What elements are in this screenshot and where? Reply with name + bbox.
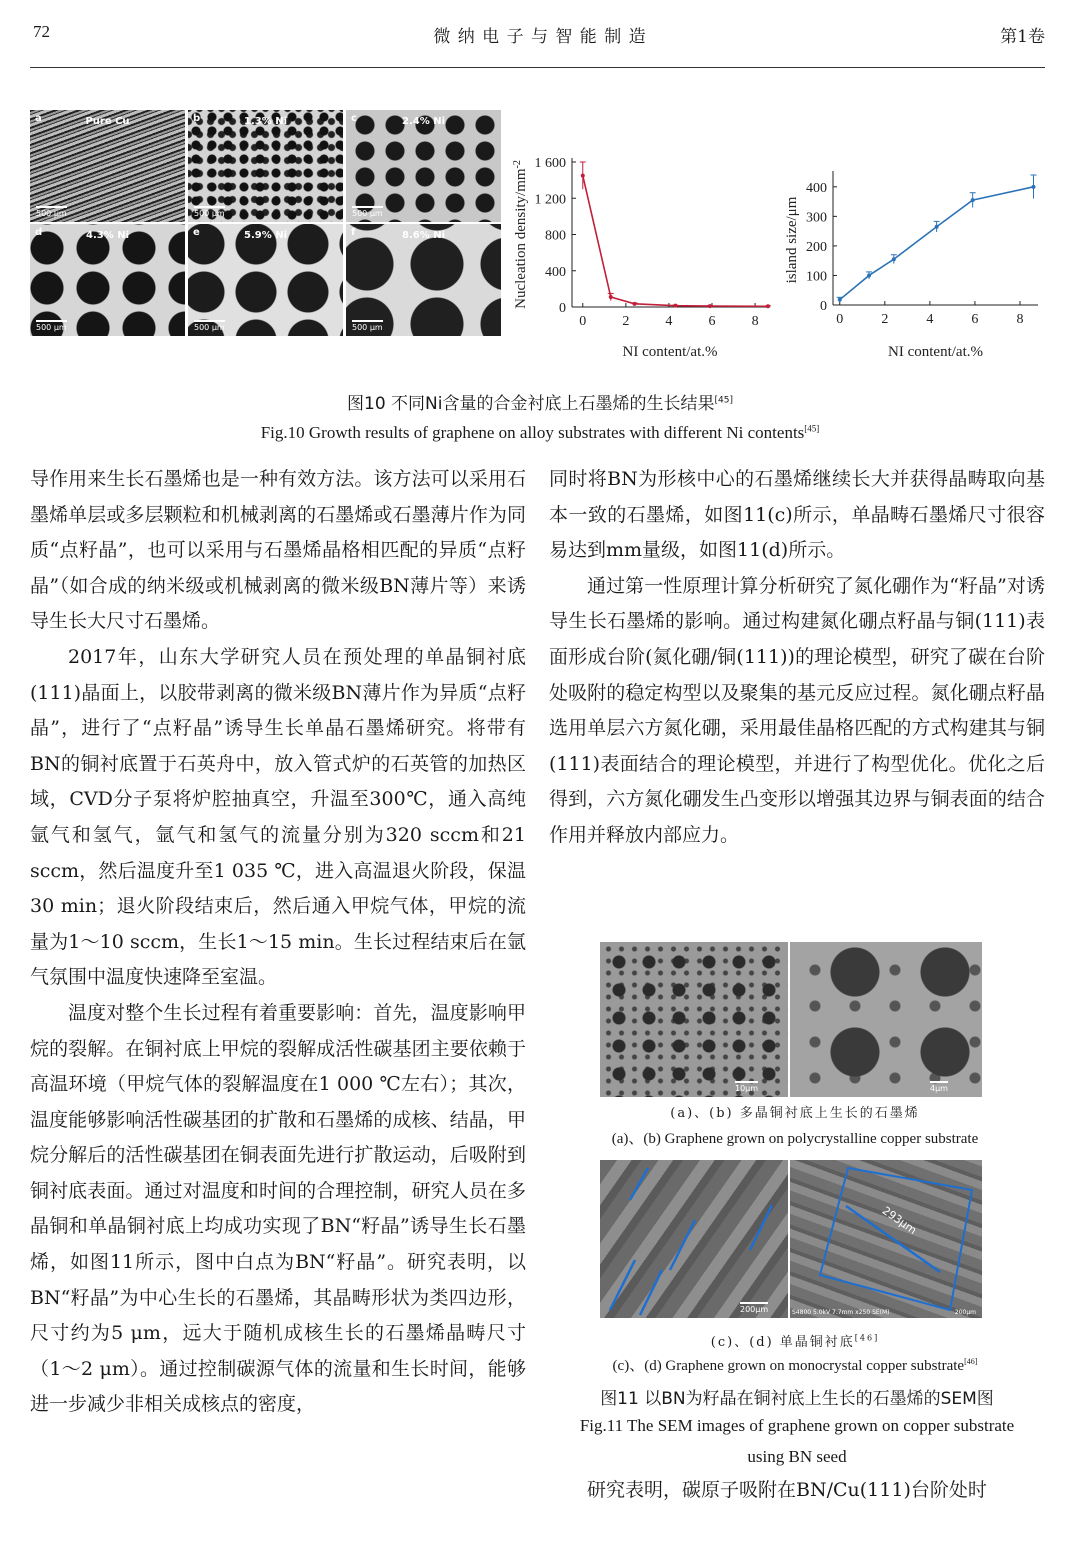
fig10-caption-en: Fig.10 Growth results of graphene on alloy substrates with different Ni contents[45]: [260, 423, 820, 442]
scale-bar: 200μm: [740, 1302, 768, 1314]
x-tick-label: 6: [708, 314, 716, 329]
x-tick-label: 6: [971, 312, 979, 327]
fig11-sub-ab-zh: (a)、(b) 多晶铜衬底上生长的石墨烯: [670, 1106, 920, 1121]
y-tick-label: 0: [559, 301, 566, 316]
data-point: [581, 174, 585, 178]
x-tick-label: 2: [881, 312, 889, 327]
series-line: [583, 176, 768, 307]
fig10-caption-zh: 图10 不同Ni含量的合金衬底上石墨烯的生长结果[45]: [347, 394, 733, 414]
panel-title: 4.3% Ni: [85, 230, 129, 241]
y-tick-label: 400: [545, 264, 566, 280]
fig11-panel-c: [600, 1160, 788, 1318]
x-tick-label: 4: [926, 312, 934, 327]
scale-bar: 200μm: [954, 1309, 976, 1316]
volume-label: 第1卷: [1000, 27, 1045, 47]
x-tick-label: 8: [751, 314, 759, 329]
domain-size-label: 293μm: [879, 1204, 919, 1237]
panel-title: Pure Cu: [85, 116, 130, 127]
fig11-sub-cd-en: (c)、(d) Graphene grown on monocrystal copper substrate[46]: [612, 1357, 978, 1374]
fig10-panel-d: [30, 224, 185, 336]
data-point: [935, 225, 939, 229]
left-paragraph-2: 2017年，山东大学研究人员在预处理的单晶铜衬底(111)晶面上，以胶带剥离的微米级BN薄片作为异质“点籽晶”，进行了“点籽晶”诱导生长单晶石墨烯研究。将带有BN的铜衬底置于石英舟中，放入管式炉的石英管的加热区域，CVD分子泵将炉腔抽真空，升温至300℃，通入高纯氩气和氢气，氩气和氢气的流量分别为320 sccm和21 sccm，然后温度升至1 035 ℃，进入高温退火阶段，保温30 min；退火阶段结束后，然后通入甲烷气体，甲烷的流量为1～10 sccm，生长1～15 min。生长过程结束后在氩气氛围中温度快速降至室温。: [30, 645, 526, 989]
fig10-panel-c: [346, 110, 501, 222]
left-column: [30, 462, 526, 1423]
panel-label: e: [193, 227, 200, 238]
fig11-panel-b: [790, 942, 982, 1097]
left-paragraph-3: 温度对整个生长过程有着重要影响：首先，温度影响甲烷的裂解。在铜衬底上甲烷的裂解成活性碳基团主要依赖于高温环境（甲烷气体的裂解温度在1 000 ℃左右）；其次，温度能够影响活性碳基团的扩散和石墨烯的成核、结晶，甲烷分解后的活性碳基团在铜表面先进行扩散运动，后吸附到铜衬底表面。通过对温度和时间的合理控制，研究人员在多晶铜和单晶铜衬底上均成功实现了BN“籽晶”诱导生长石墨烯，如图11所示，图中白点为BN“籽晶”。研究表明，以BN“籽晶”为中心生长的石墨烯，其晶畴形状为类四边形，尺寸约为5 μm，远大于随机成核生长的石墨烯晶畴尺寸（1～2 μm）。通过控制碳源气体的流量和生长时间，能够进一步减少非相关成核点的密度，: [30, 1001, 526, 1416]
scale-bar: 4μm: [930, 1081, 948, 1093]
data-point: [971, 198, 975, 202]
y-axis-label-superscript: -2: [511, 160, 523, 169]
journal-title: 微 纳 电 子 与 智 能 制 造: [433, 27, 647, 47]
x-tick-label: 8: [1016, 312, 1024, 327]
right-column: [549, 462, 1045, 854]
data-point: [867, 273, 871, 277]
data-point: [632, 302, 636, 306]
panel-title: 1.3% Ni: [243, 116, 287, 127]
page-number: 72: [33, 22, 50, 41]
y-axis-label: island size/μm: [784, 196, 800, 284]
right-paragraph-1: 同时将BN为形核中心的石墨烯继续长大并获得晶畴取向基本一致的石墨烯，如图11(c)所示，单晶畴石墨烯尺寸很容易达到mm量级，如图11(d)所示。: [549, 468, 1045, 562]
fig10-panel-e: [188, 224, 343, 336]
right-paragraph-2: 通过第一性原理计算分析研究了氮化硼作为“籽晶”对诱导生长石墨烯的影响。通过构建氮化硼点籽晶与铜(111)表面形成台阶(氮化硼/铜(111))的理论模型，研究了碳在台阶处吸附的稳定构型以及聚集的基元反应过程。氮化硼点籽晶选用单层六方氮化硼，采用最佳晶格匹配的方式构建其与铜(111)表面结合的理论模型，并进行了构型优化。优化之后得到，六方氮化硼发生凸变形以增强其边界与铜表面的结合作用并释放内部应力。: [549, 574, 1045, 846]
x-tick-label: 0: [579, 314, 587, 329]
y-tick-label: 200: [806, 239, 827, 255]
y-tick-label: 300: [806, 210, 827, 226]
x-tick-label: 4: [665, 314, 673, 329]
x-axis-label: NI content/at.%: [888, 344, 983, 360]
y-tick-label: 400: [806, 180, 827, 196]
island-size-chart: [780, 140, 1050, 362]
fig11-sub-ab-en: (a)、(b) Graphene grown on polycrystalline copper substrate: [611, 1131, 979, 1147]
panel-label: a: [35, 113, 42, 124]
y-tick-label: 800: [545, 228, 566, 244]
fig11-panel-a: [600, 942, 788, 1097]
fig10-panel-b: [188, 110, 343, 222]
data-point: [766, 304, 770, 308]
scale-bar: 500 μm: [352, 206, 383, 218]
panel-label: d: [35, 227, 43, 238]
right-last-line: 研究表明，碳原子吸附在BN/Cu(111)台阶处时: [587, 1479, 987, 1501]
header-rule: [30, 67, 1045, 68]
data-point: [1031, 185, 1035, 189]
domain-outline: [790, 1160, 982, 1318]
fig11-caption-en-line1: Fig.11 The SEM images of graphene grown on copper substrate: [579, 1416, 1015, 1435]
x-tick-label: 2: [622, 314, 630, 329]
panel-label: c: [351, 113, 357, 124]
left-paragraph-1: 导作用来生长石墨烯也是一种有效方法。该方法可以采用石墨烯单层或多层颗粒和机械剥离的石墨烯或石墨薄片作为同质“点籽晶”，也可以采用与石墨烯晶格相匹配的异质“点籽晶”（如合成的纳米级或机械剥离的微米级BN薄片等）来诱导生长大尺寸石墨烯。: [30, 468, 526, 633]
scale-bar: 500 μm: [352, 320, 383, 332]
y-axis-label: Nucleation density/$mm^{-2}$: [511, 160, 529, 309]
fig10-panel-f: [346, 224, 501, 336]
scale-bar: 10μm: [735, 1081, 758, 1093]
nucleation-density-chart: [505, 130, 785, 362]
panel-label: f: [351, 227, 356, 238]
scale-bar: 500 μm: [36, 206, 67, 218]
scale-bar: 500 μm: [194, 320, 225, 332]
scale-bar: 500 μm: [194, 206, 225, 218]
panel-title: 5.9% Ni: [243, 230, 287, 241]
seed-alignment-lines: [600, 1160, 788, 1318]
data-point: [673, 304, 677, 308]
data-point: [708, 304, 712, 308]
fig11-caption-zh: 图11 以BN为籽晶在铜衬底上生长的石墨烯的SEM图: [600, 1389, 994, 1409]
y-tick-label: 100: [806, 269, 827, 285]
fig11-sub-cd-zh: (c)、(d) 单晶铜衬底[46]: [710, 1333, 880, 1350]
data-point: [838, 298, 842, 302]
y-tick-label: 1 200: [534, 192, 566, 208]
x-tick-label: 0: [836, 312, 844, 327]
data-point: [892, 257, 896, 261]
fig11-caption-en-line2: using BN seed: [747, 1447, 847, 1466]
data-point: [609, 295, 613, 299]
panel-title: 8.6% Ni: [401, 230, 445, 241]
panel-title: 2.4% Ni: [401, 116, 445, 127]
x-axis-label: NI content/at.%: [622, 344, 718, 360]
sem-info-bar: S4800 5.0kV 7.7mm x250 SE(M): [792, 1309, 890, 1316]
y-tick-label: 1 600: [534, 156, 566, 171]
scale-bar: 500 μm: [36, 320, 67, 332]
series-line: [840, 187, 1034, 300]
fig11-panel-d: [790, 1160, 982, 1318]
y-tick-label: 0: [820, 299, 827, 314]
panel-label: b: [193, 113, 201, 124]
fig10-panel-a: [30, 110, 185, 222]
